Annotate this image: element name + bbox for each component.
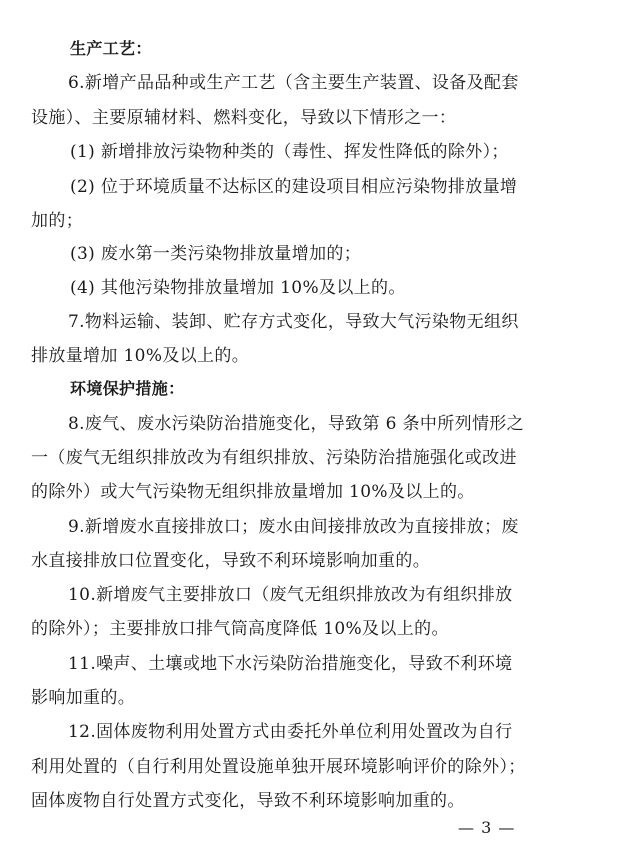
item-8-line-2: 一（废气无组织排放改为有组织排放、污染防治措施强化或改进 <box>31 448 517 468</box>
item-12-line-1: 12.固体废物利用处置方式由委托外单位利用处置改为自行 <box>68 722 513 742</box>
item-6-sub-2-line-2: 加的； <box>31 211 84 231</box>
item-8-line-1: 8.废气、废水污染防治措施变化，导致第 6 条中所列情形之 <box>68 414 524 434</box>
item-6-sub-3-line-1: (3) 废水第一类污染物排放量增加的； <box>70 244 362 264</box>
item-6-sub-1-line-1: (1) 新增排放污染物种类的（毒性、挥发性降低的除外）； <box>70 142 509 162</box>
item-8-line-3: 的除外）或大气污染物无组织排放量增加 10%及以上的。 <box>31 482 475 502</box>
item-7-line-1: 7.物料运输、装卸、贮存方式变化，导致大气污染物无组织 <box>68 312 519 332</box>
item-10-line-1: 10.新增废气主要排放口（废气无组织排放改为有组织排放 <box>68 585 513 605</box>
item-6-line-1: 6.新增产品品种或生产工艺（含主要生产装置、设备及配套 <box>68 73 519 93</box>
item-6-line-2: 设施）、主要原辅材料、燃料变化，导致以下情形之一： <box>31 108 457 128</box>
item-12-line-3: 固体废物自行处置方式变化，导致不利环境影响加重的。 <box>31 791 465 811</box>
item-12-line-2: 利用处置的（自行利用处置设施单独开展环境影响评价的除外）； <box>31 757 526 777</box>
item-6-sub-2-line-1: (2) 位于环境质量不达标区的建设项目相应污染物排放量增 <box>70 177 518 197</box>
item-11-line-2: 影响加重的。 <box>31 688 136 708</box>
item-7-line-2: 排放量增加 10%及以上的。 <box>31 346 250 366</box>
item-10-line-2: 的除外）；主要排放口排气筒高度降低 10%及以上的。 <box>31 619 449 639</box>
item-9-line-2: 水直接排放口位置变化，导致不利环境影响加重的。 <box>31 551 431 571</box>
item-9-line-1: 9.新增废水直接排放口；废水由间接排放改为直接排放；废 <box>68 517 519 537</box>
section-heading-environmental-protection: 环境保护措施： <box>70 379 185 398</box>
item-11-line-1: 11.噪声、土壤或地下水污染防治措施变化，导致不利环境 <box>68 654 513 674</box>
item-6-sub-4-line-1: (4) 其他污染物排放量增加 10%及以上的。 <box>70 278 406 298</box>
section-heading-production-process: 生产工艺： <box>70 39 152 58</box>
page-number: — 3 — <box>458 818 516 837</box>
